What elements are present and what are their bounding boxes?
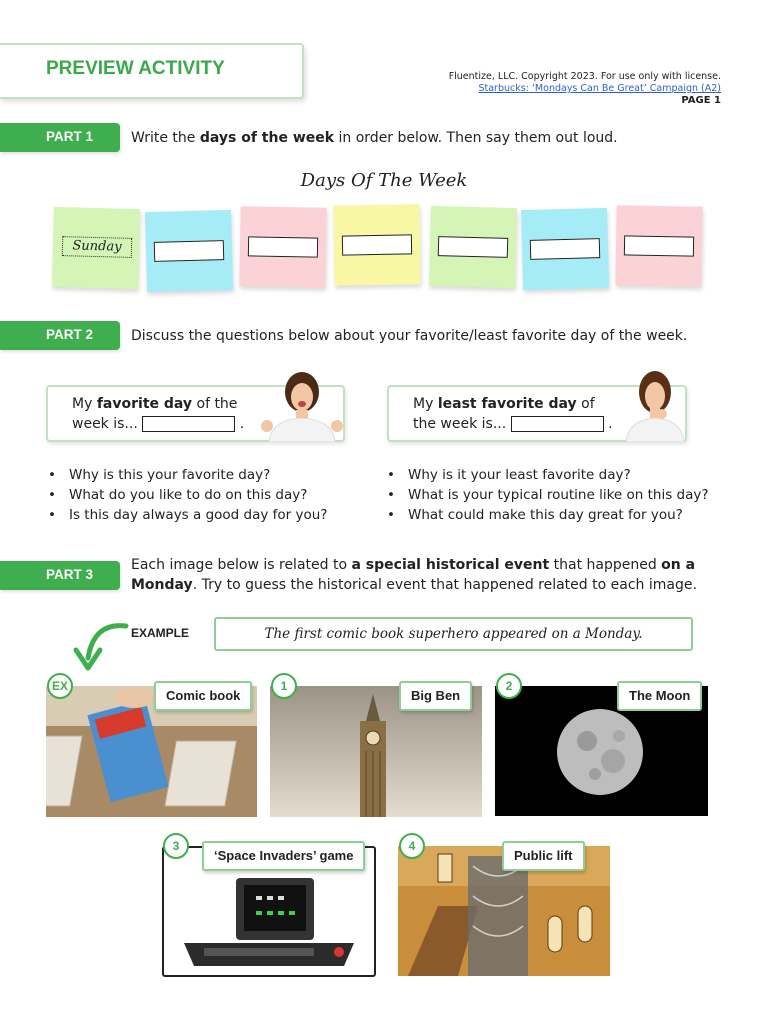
part3-line2-bold: Monday: [131, 577, 193, 593]
part3-instruction: [131, 555, 697, 595]
label-big-ben: Big Ben: [399, 681, 472, 711]
curved-arrow-icon: [72, 618, 130, 672]
least-favorite-day-prompt: [413, 394, 613, 434]
copyright-text: Fluentize, LLC. Copyright 2023. For use only with license.: [448, 71, 721, 82]
badge-1: 1: [271, 673, 297, 699]
day-blank-5[interactable]: [438, 236, 508, 258]
day-blank-3[interactable]: [248, 236, 318, 257]
list-item: • Why is this your favorite day?: [46, 465, 327, 485]
badge-4: 4: [399, 833, 425, 859]
part1-instruction-bold: days of the week: [199, 130, 335, 146]
favorite-questions-list: [46, 465, 327, 525]
badge-3: 3: [163, 833, 189, 859]
badge-2: 2: [496, 673, 522, 699]
least-questions-list: [385, 465, 709, 525]
least-end: .: [608, 416, 613, 432]
list-item: • What is your typical routine like on this day?: [385, 485, 709, 505]
favorite-bold: favorite day: [96, 396, 193, 412]
day-blank-2[interactable]: [154, 240, 224, 262]
part2-tab: PART 2: [0, 321, 120, 350]
list-item: • Is this day always a good day for you?: [46, 505, 327, 525]
list-item: • Why is it your least favorite day?: [385, 465, 709, 485]
list-item: • What do you like to do on this day?: [46, 485, 327, 505]
day-blank-4[interactable]: [342, 234, 412, 255]
part1-tab: PART 1: [0, 123, 120, 152]
least-favorite-day-blank[interactable]: [511, 416, 604, 432]
happy-woman-image: [259, 370, 345, 442]
thinking-woman-image: [622, 368, 688, 442]
page-number: PAGE 1: [681, 95, 721, 106]
day-blank-6[interactable]: [530, 238, 600, 260]
copyright-block: [449, 71, 721, 107]
example-answer-box: The first comic book superhero appeared on a Monday.: [214, 617, 693, 651]
list-item: • What could make this day great for you?: [385, 505, 709, 525]
part3-line1-mid: that happened: [549, 557, 662, 573]
part1-instruction: [131, 128, 618, 148]
part3-tab: PART 3: [0, 561, 120, 590]
day-sunday: Sunday: [62, 236, 132, 258]
sticky-note-6: [521, 208, 609, 290]
sticky-note-5: [429, 206, 517, 288]
part2-instruction: Discuss the questions below about your favorite/least favorite day of the week.: [131, 328, 688, 344]
sticky-note-4: [333, 204, 420, 285]
example-label: EXAMPLE: [131, 626, 190, 640]
part3-line1-bold: a special historical event: [351, 557, 550, 573]
days-of-week-title: Days Of The Week: [300, 170, 468, 191]
label-public-lift: Public lift: [502, 841, 585, 871]
label-comic-book: Comic book: [154, 681, 252, 711]
favorite-line2: week is...: [72, 416, 138, 432]
page-title: PREVIEW ACTIVITY: [46, 58, 225, 79]
least-bold: least favorite day: [437, 396, 577, 412]
sticky-note-7: [615, 205, 702, 286]
label-the-moon: The Moon: [617, 681, 702, 711]
least-pre: My: [413, 396, 438, 412]
part3-line1-bold2: on a: [661, 557, 696, 573]
least-line2: the week is...: [413, 416, 507, 432]
favorite-end: .: [239, 416, 245, 432]
label-space-invaders: ‘Space Invaders’ game: [202, 841, 365, 871]
day-blank-7[interactable]: [624, 235, 694, 256]
sticky-note-2: [145, 210, 233, 292]
title-box: [0, 43, 304, 99]
favorite-post: of the: [192, 396, 238, 412]
favorite-day-blank[interactable]: [142, 416, 235, 432]
part3-line1-pre: Each image below is related to: [131, 557, 352, 573]
favorite-day-prompt: [72, 394, 244, 434]
sticky-note-1: [52, 207, 140, 289]
source-link[interactable]: Starbucks: ‘Mondays Can Be Great’ Campaign (A2): [478, 83, 721, 94]
part3-line2-post: . Try to guess the historical event that happened related to each image.: [192, 577, 697, 593]
favorite-pre: My: [72, 396, 97, 412]
least-post: of: [576, 396, 595, 412]
badge-ex: EX: [47, 673, 73, 699]
sticky-note-3: [239, 206, 326, 287]
part1-instruction-post: in order below. Then say them out loud.: [334, 130, 618, 146]
part1-instruction-pre: Write the: [131, 130, 200, 146]
